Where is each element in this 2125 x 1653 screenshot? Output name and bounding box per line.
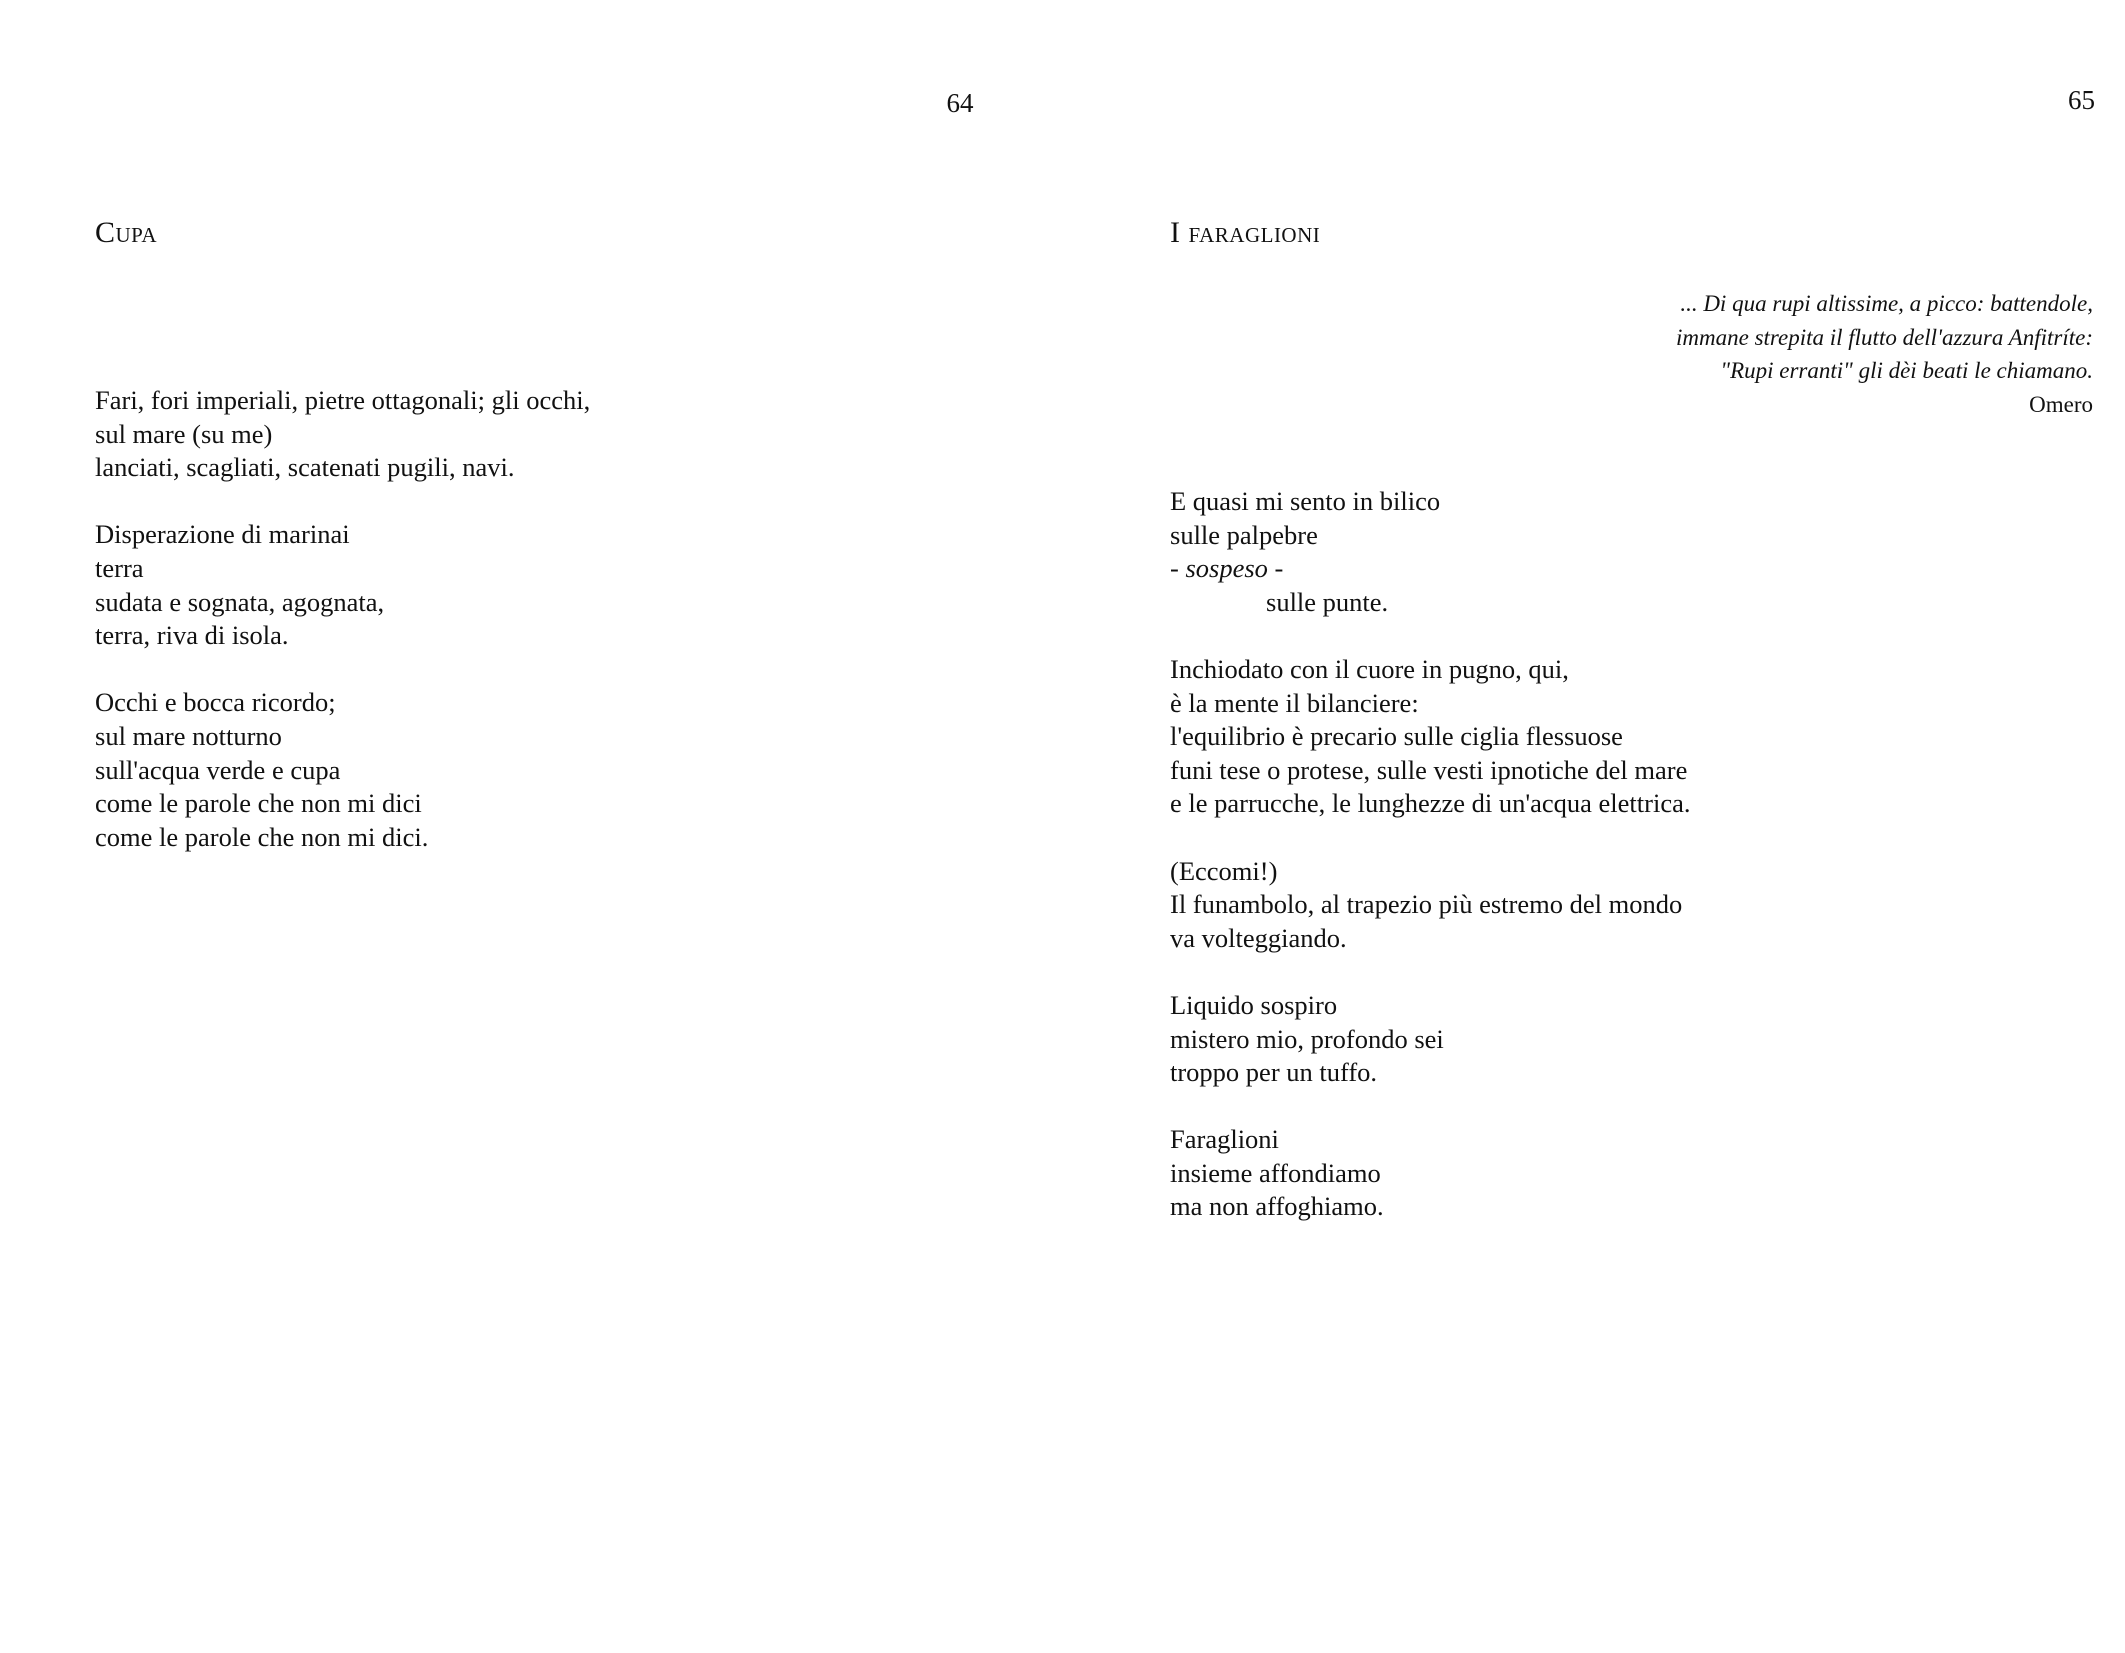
left-page (0, 0, 1062, 1653)
verse-line: sull'acqua verde e cupa (95, 754, 341, 785)
verse-line-indented: sulle punte. (1266, 586, 1389, 617)
verse-line: lanciati, scagliati, scatenati pugili, navi. (95, 452, 515, 483)
page-number: 64 (946, 88, 974, 118)
stanza (1170, 485, 1691, 619)
epigraph-author: Omero (2029, 391, 2093, 417)
verse-line: funi tese o protese, sulle vesti ipnotiche del mare (1170, 754, 1688, 785)
verse-line (1170, 552, 1691, 586)
verse-line: va volteggiando. (1170, 922, 1347, 953)
verse-line: è la mente il bilanciere: (1170, 687, 1419, 718)
stanza (1170, 1123, 1691, 1224)
stanza (1170, 855, 1691, 956)
verse-line: Occhi e bocca ricordo; (95, 687, 336, 718)
stanza (1170, 989, 1691, 1090)
epigraph-line: immane strepita il flutto dell'azzura Anfitríte: (1676, 324, 2093, 350)
poem-title: Cupa (95, 216, 158, 249)
verse-line: e le parrucche, le lunghezze di un'acqua elettrica. (1170, 788, 1691, 819)
verse-line: l'equilibrio è precario sulle ciglia flessuose (1170, 721, 1623, 752)
poem-body (95, 384, 590, 888)
verse-line: come le parole che non mi dici (95, 788, 422, 819)
poem-title: I faraglioni (1170, 216, 1321, 249)
verse-line: (Eccomi!) (1170, 855, 1278, 886)
epigraph-line: "Rupi erranti" gli dèi beati le chiamano. (1720, 358, 2093, 383)
verse-line: come le parole che non mi dici. (95, 821, 429, 852)
verse-line: Liquido sospiro (1170, 989, 1338, 1020)
verse-fragment: - (1267, 553, 1284, 584)
verse-line: Faraglioni (1170, 1124, 1279, 1155)
verse-line: Inchiodato con il cuore in pugno, qui, (1170, 653, 1569, 684)
stanza (95, 384, 590, 485)
epigraph (1676, 287, 2093, 421)
verse-italic-word: sospeso (1185, 553, 1268, 584)
verse-line: ma non affoghiamo. (1170, 1191, 1384, 1222)
poem-body (1170, 485, 1691, 1258)
stanza (95, 686, 590, 854)
verse-fragment: - (1170, 553, 1186, 584)
verse-line: E quasi mi sento in bilico (1170, 486, 1441, 516)
verse-line: Disperazione di marinai (95, 519, 350, 550)
stanza (95, 518, 590, 652)
stanza (1170, 653, 1691, 821)
verse-line: troppo per un tuffo. (1170, 1057, 1378, 1088)
right-page (1062, 0, 2125, 1653)
verse-line: sul mare notturno (95, 720, 282, 751)
verse-line: sul mare (su me) (95, 418, 273, 449)
epigraph-line: ... Di qua rupi altissime, a picco: battendole, (1680, 291, 2093, 316)
verse-line: Fari, fori imperiali, pietre ottagonali; gli occhi, (95, 385, 591, 415)
page-number: 65 (2068, 85, 2095, 115)
verse-line: mistero mio, profondo sei (1170, 1023, 1444, 1054)
verse-line: sulle palpebre (1170, 519, 1318, 550)
verse-line: terra, riva di isola. (95, 620, 289, 651)
verse-line: terra (95, 552, 144, 583)
verse-line: Il funambolo, al trapezio più estremo del mondo (1170, 889, 1683, 920)
verse-line: insieme affondiamo (1170, 1157, 1381, 1188)
verse-line: sudata e sognata, agognata, (95, 586, 385, 617)
